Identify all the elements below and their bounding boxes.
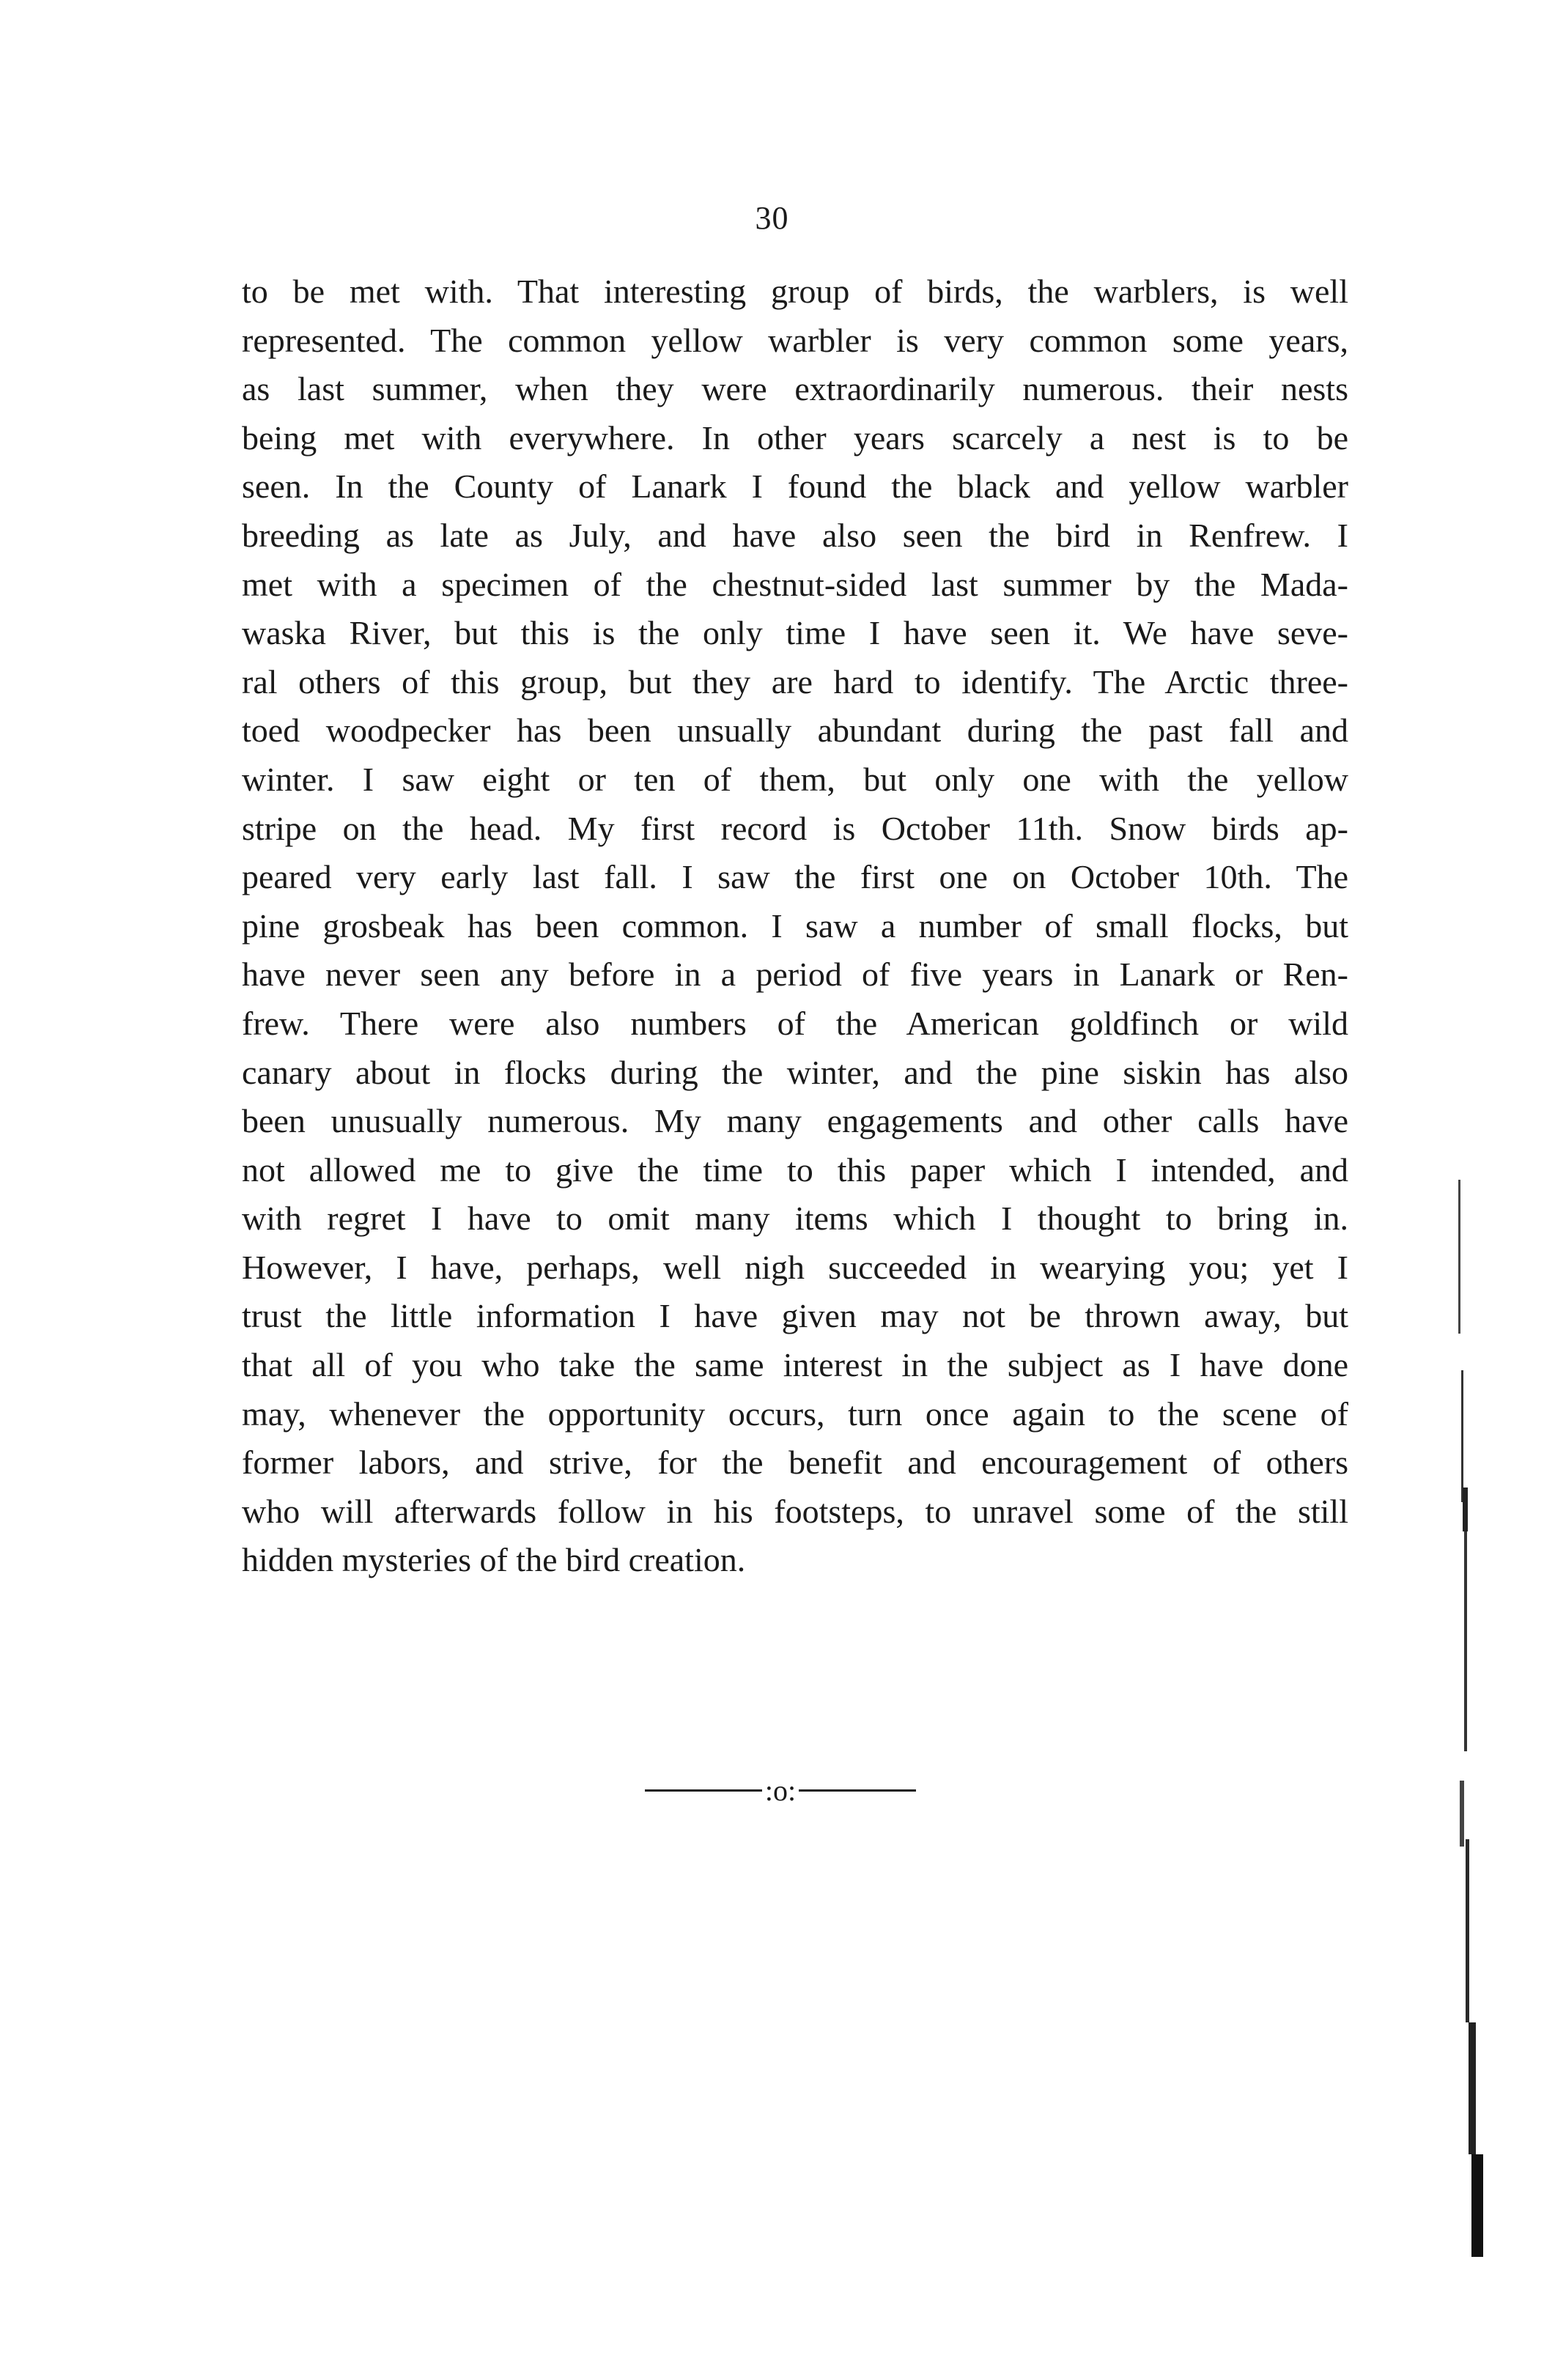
separator-rule-right (799, 1789, 916, 1792)
text-line: canary about in flocks during the winter, and the pine siskin has also (242, 1053, 1348, 1091)
text-line: been unusually numerous. My many engagements and other calls have (242, 1102, 1348, 1140)
text-line: pine grosbeak has been common. I saw a number of small flocks, but (242, 906, 1348, 945)
text-line: as last summer, when they were extraordinarily numerous. their nests (242, 370, 1348, 408)
text-line: peared very early last fall. I saw the first one on October 10th. The (242, 858, 1348, 896)
text-line: winter. I saw eight or ten of them, but only one with the yellow (242, 760, 1348, 798)
text-line: not allowed me to give the time to this paper which I intended, and (242, 1150, 1348, 1189)
separator-mark: :o: (764, 1774, 797, 1807)
text-line: ral others of this group, but they are hard to identify. The Arctic three- (242, 662, 1348, 701)
text-line: may, whenever the opportunity occurs, turn once again to the scene of (242, 1394, 1348, 1433)
text-line: breeding as late as July, and have also seen the bird in Renfrew. I (242, 516, 1348, 554)
text-line: being met with everywhere. In other years scarcely a nest is to be (242, 418, 1348, 457)
text-line: represented. The common yellow warbler is very common some years, (242, 321, 1348, 359)
text-line: former labors, and strive, for the benefit and encouragement of others (242, 1444, 1348, 1482)
text-line: waska River, but this is the only time I have seen it. We have seve- (242, 614, 1348, 652)
section-separator (645, 1773, 916, 1808)
text-line: However, I have, perhaps, well nigh succeeded in wearying you; yet I (242, 1248, 1348, 1286)
text-line: have never seen any before in a period of five years in Lanark or Ren- (242, 956, 1348, 994)
text-line: to be met with. That interesting group of birds, the warblers, is well (242, 273, 1348, 310)
page-edge-shadow (1458, 1180, 1510, 2257)
body-paragraph (242, 267, 1348, 1585)
text-line: met with a specimen of the chestnut-sided last summer by the Mada- (242, 565, 1348, 603)
text-line: toed woodpecker has been unsually abundant during the past fall and (242, 712, 1348, 750)
text-line: hidden mysteries of the bird creation. (242, 1541, 746, 1579)
text-line: who will afterwards follow in his footsteps, to unravel some of the still (242, 1492, 1348, 1530)
text-line: seen. In the County of Lanark I found the black and yellow warbler (242, 468, 1348, 506)
text-line: with regret I have to omit many items which I thought to bring in. (242, 1200, 1348, 1238)
separator-rule-left (645, 1789, 762, 1792)
text-line: frew. There were also numbers of the American goldfinch or wild (242, 1004, 1348, 1042)
text-line: that all of you who take the same interest in the subject as I have done (242, 1346, 1348, 1384)
text-line: stripe on the head. My first record is October 11th. Snow birds ap- (242, 809, 1348, 847)
text-line: trust the little information I have given may not be thrown away, but (242, 1297, 1348, 1335)
page-number: 30 (755, 200, 789, 236)
